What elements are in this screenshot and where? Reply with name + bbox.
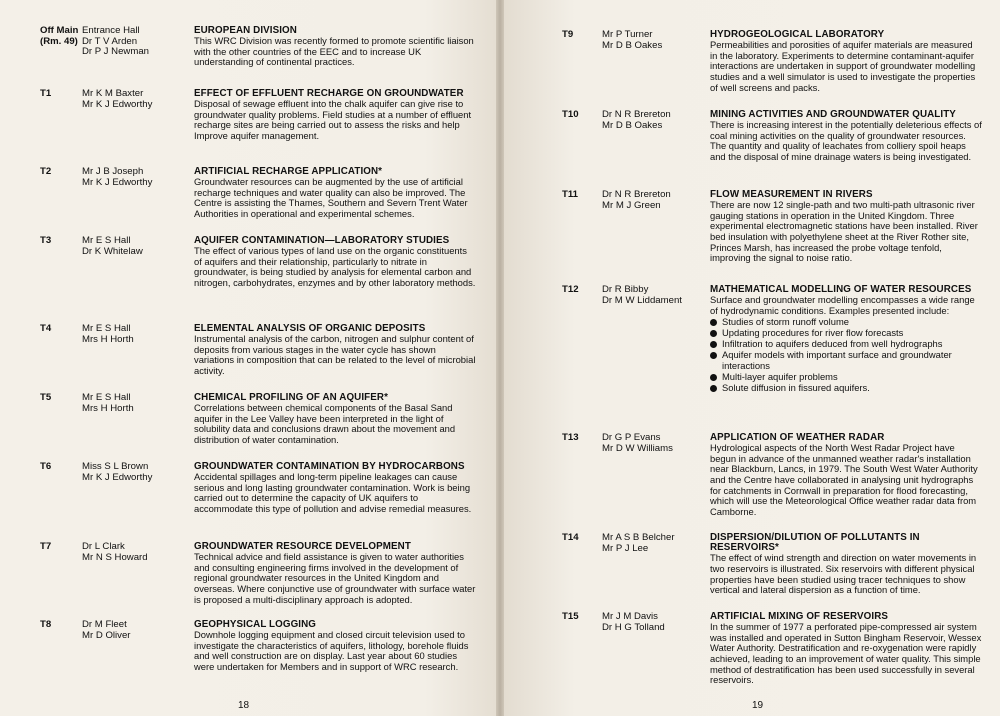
bullet-text: Studies of storm runoff volume <box>722 316 849 328</box>
person-name: Mr P Turner <box>602 29 653 40</box>
entry-people <box>82 89 152 110</box>
entry-title: ARTIFICIAL RECHARGE APPLICATION* <box>194 166 383 177</box>
person-name: Mr P J Lee <box>602 542 649 554</box>
person-name: Mr D B Oakes <box>602 119 663 131</box>
entry-body <box>194 542 476 605</box>
person-name: Mrs H Horth <box>82 333 134 345</box>
entry-body <box>194 236 476 289</box>
entry-people <box>82 620 131 641</box>
entry-body <box>710 533 982 596</box>
person-name: Dr M Fleet <box>82 619 127 630</box>
entry-people <box>602 433 673 454</box>
person-name: Dr P J Newman <box>82 46 149 57</box>
entry-description: This WRC Division was recently formed to promote scientific liaison with the other countries of the EEC and to increase UK understanding of continental practices. <box>194 35 474 68</box>
entry-code: Off Main (Rm. 49) <box>40 25 79 47</box>
entry-people <box>82 393 134 414</box>
person-name: Mr K J Edworthy <box>82 98 153 110</box>
person-name: Mr D W Williams <box>602 442 673 454</box>
bullet-text: Updating procedures for river flow forecasts <box>722 327 904 339</box>
bullet-text: Multi-layer aquifer problems <box>722 370 838 382</box>
entry-code: T2 <box>40 166 52 177</box>
entry-description: In the summer of 1977 a perforated pipe-compressed air system was installed and operated in Sutton Bingham Reservoir, Wessex Water Authority. Destratification and re-oxygenation were rapidly achieved, leading to an improvement of water quality. This simple method of destratification has been used successfully in several reservoirs. <box>710 621 982 686</box>
entry-description: Correlations between chemical components of the Basal Sand aquifer in the Lee Valley have been interpreted in the light of solubility data and conclusions drawn about the movement and distribution of water contamination. <box>194 402 456 445</box>
entry-title: AQUIFER CONTAMINATION—LABORATORY STUDIES <box>194 235 450 246</box>
entry-code: T10 <box>562 109 579 120</box>
entry-people <box>82 462 152 483</box>
page-number-right: 19 <box>752 700 764 711</box>
person-name: Entrance Hall <box>82 25 140 36</box>
entry-body <box>194 324 476 377</box>
person-name: Mr D B Oakes <box>602 39 663 51</box>
bullet-dot-icon <box>710 385 717 392</box>
person-name: Mr E S Hall <box>82 235 131 246</box>
entry-code: T6 <box>40 461 52 472</box>
entry-description: Groundwater resources can be augmented by the use of artificial recharge techniques and water quality can also be improved. The Centre is assisting the Thames, Southern and Severn Trent Water Authorities in operational and experimental schemes. <box>194 176 468 219</box>
entry-title: ARTIFICIAL MIXING OF RESERVOIRS <box>710 611 889 622</box>
entry-code: T9 <box>562 29 574 40</box>
entry-title: EUROPEAN DIVISION <box>194 25 297 36</box>
bullet-dot-icon <box>710 352 717 359</box>
entry-title: MINING ACTIVITIES AND GROUNDWATER QUALITY <box>710 109 956 120</box>
entry-code: T8 <box>40 619 52 630</box>
entry-body <box>710 285 982 394</box>
person-name: Mr M J Green <box>602 199 661 211</box>
entry-title: CHEMICAL PROFILING OF AN AQUIFER* <box>194 392 388 403</box>
entry-body <box>710 30 982 93</box>
person-name: Dr N R Brereton <box>602 109 671 120</box>
entry-people <box>602 190 671 211</box>
entry-code: T12 <box>562 284 579 295</box>
entry-body <box>194 462 476 515</box>
person-name: Dr T V Arden <box>82 35 138 47</box>
entry-title: ELEMENTAL ANALYSIS OF ORGANIC DEPOSITS <box>194 323 426 334</box>
entry-description: Technical advice and field assistance is given to water authorities and consulting engineering firms involved in the development of regional groundwater resources in the United Kingdom and overseas. Where conjunctive use of groundwater with surface water is proposed a multi-disciplinary approach is adopted. <box>194 551 476 605</box>
page-number-left: 18 <box>238 700 250 711</box>
entry-body <box>710 110 982 163</box>
book-gutter <box>496 0 504 716</box>
entry-people <box>82 26 149 58</box>
entry-description: The effect of wind strength and direction on water movements in two reservoirs is illustrated. Six reservoirs with different physical properties have been studied using tracer techniques to show vertical and lateral dispersion as a function of time. <box>710 552 977 596</box>
bullet-dot-icon <box>710 330 717 337</box>
entry-body <box>194 167 476 220</box>
bullet-dot-icon <box>710 374 717 381</box>
person-name: Mr J B Joseph <box>82 166 144 177</box>
entry-title: GROUNDWATER RESOURCE DEVELOPMENT <box>194 541 411 552</box>
bullet-text: Infiltration to aquifers deduced from well hydrographs <box>722 338 943 350</box>
entry-body <box>194 26 476 68</box>
entry-description: There is increasing interest in the potentially deleterious effects of coal mining activities on the quality of groundwater resources. The quantity and quality of leachates from colliery spoil heaps and the disposal of mine drainage waters is being investigated. <box>710 119 982 162</box>
entry-title: HYDROGEOLOGICAL LABORATORY <box>710 29 885 40</box>
entry-title: GEOPHYSICAL LOGGING <box>194 619 317 630</box>
person-name: Dr L Clark <box>82 541 125 552</box>
entry-code: T11 <box>562 189 579 200</box>
person-name: Mr A S B Belcher <box>602 532 675 543</box>
person-name: Mr D Oliver <box>82 629 131 641</box>
bullet-list <box>710 317 982 393</box>
person-name: Mr K M Baxter <box>82 88 144 99</box>
bullet-dot-icon <box>710 319 717 326</box>
person-name: Dr K Whitelaw <box>82 245 143 257</box>
entry-title: GROUNDWATER CONTAMINATION BY HYDROCARBONS <box>194 461 465 472</box>
entry-title: DISPERSION/DILUTION OF POLLUTANTS IN RESERVOIRS* <box>710 532 920 554</box>
entry-body <box>710 190 982 264</box>
entry-code: T5 <box>40 392 52 403</box>
entry-code: T1 <box>40 88 52 99</box>
person-name: Dr H G Tolland <box>602 621 665 633</box>
entry-description: Surface and groundwater modelling encompasses a wide range of hydrodynamic conditions. Examples presented include: <box>710 294 975 316</box>
entry-people <box>602 110 671 131</box>
person-name: Mr E S Hall <box>82 323 131 334</box>
bullet-item <box>710 350 982 372</box>
entry-body <box>710 612 982 686</box>
entry-description: The effect of various types of land use on the organic constituents of aquifers and their relationship, particularly to nitrate in groundwater, is being studied by analysis for elemental carbon and nitrogen, carbohydrates, enzymes and by other laboratory methods. <box>194 245 476 288</box>
person-name: Mrs H Horth <box>82 402 134 414</box>
entry-title: MATHEMATICAL MODELLING OF WATER RESOURCES <box>710 284 972 295</box>
entry-people <box>82 324 134 345</box>
entry-description: Instrumental analysis of the carbon, nitrogen and sulphur content of deposits from various stages in the water cycle has shown variations in composition that can be related to the level of microbial activity. <box>194 333 476 376</box>
entry-people <box>602 30 662 51</box>
entry-people <box>602 285 682 306</box>
entry-code: T4 <box>40 323 52 334</box>
person-name: Miss S L Brown <box>82 461 149 472</box>
entry-description: Disposal of sewage effluent into the chalk aquifer can give rise to groundwater quality problems. Field studies at a number of effluent recharge sites are being carried out to assess the risks and help Improve aquifer management. <box>194 98 472 141</box>
entry-code: T15 <box>562 611 579 622</box>
person-name: Mr K J Edworthy <box>82 176 153 188</box>
person-name: Mr J M Davis <box>602 611 658 622</box>
entry-description: Hydrological aspects of the North West Radar Project have begun in advance of the unmanned weather radar's installation near Blackburn, Lancs, in 1979. The South West Water Authority and the Centre have collaborated in analysing unit hydrographs for catchments in Cornwall in preparation for flood forecasting, which will use the Meteorological Office weather radar data from Camborne. <box>710 442 978 517</box>
bullet-text: Solute diffusion in fissured aquifers. <box>722 381 870 393</box>
entry-people <box>602 533 675 554</box>
entry-description: Downhole logging equipment and closed circuit television used to investigate the characteristics of aquifers, lithology, borehole fluids and well construction are on display. Last year about 60 studies were undertaken for Members and in support of WRC research. <box>194 629 469 672</box>
person-name: Dr M W Liddament <box>602 294 682 306</box>
entry-title: FLOW MEASUREMENT IN RIVERS <box>710 189 873 200</box>
person-name: Dr G P Evans <box>602 432 661 443</box>
entry-body <box>710 433 982 517</box>
entry-code: T3 <box>40 235 52 246</box>
entry-body <box>194 620 476 673</box>
person-name: Dr N R Brereton <box>602 189 671 200</box>
entry-people <box>82 236 143 257</box>
entry-code: T13 <box>562 432 579 443</box>
person-name: Dr R Bibby <box>602 284 649 295</box>
entry-people <box>82 167 152 188</box>
bullet-dot-icon <box>710 341 717 348</box>
entry-code: T14 <box>562 532 579 543</box>
entry-description: Accidental spillages and long-term pipeline leakages can cause serious and long lasting groundwater contamination. Work is being carried out to determine the capacity of UK aquifers to accommodate this type of pollution and advise remedial measures. <box>194 471 472 514</box>
entry-description: Permeabilities and porosities of aquifer materials are measured in the laboratory. Experiments to determine contaminant-aquifer interactions are undertaken in support of groundwater modelling studies and a well simulator is used to investigate the properties of well screens and packs. <box>710 39 976 93</box>
bullet-item <box>710 383 982 394</box>
entry-body <box>194 89 476 142</box>
entry-title: EFFECT OF EFFLUENT RECHARGE ON GROUNDWATER <box>194 88 464 99</box>
entry-code: T7 <box>40 541 52 552</box>
entry-people <box>82 542 148 563</box>
person-name: Mr E S Hall <box>82 392 131 403</box>
entry-description: There are now 12 single-path and two multi-path ultrasonic river gauging stations in operation in the United Kingdom. Three experimental electromagnetic stations have been installed. River bed insulation with polyethylene sheet at the River Rother site, Princes Marsh, has increased the probe voltage tenfold, improving the signal to noise ratio. <box>710 199 978 264</box>
entry-body <box>194 393 476 446</box>
bullet-text: Aquifer models with important surface and groundwater interactions <box>722 349 952 372</box>
entry-people <box>602 612 665 633</box>
entry-title: APPLICATION OF WEATHER RADAR <box>710 432 885 443</box>
person-name: Mr N S Howard <box>82 551 148 563</box>
person-name: Mr K J Edworthy <box>82 471 153 483</box>
